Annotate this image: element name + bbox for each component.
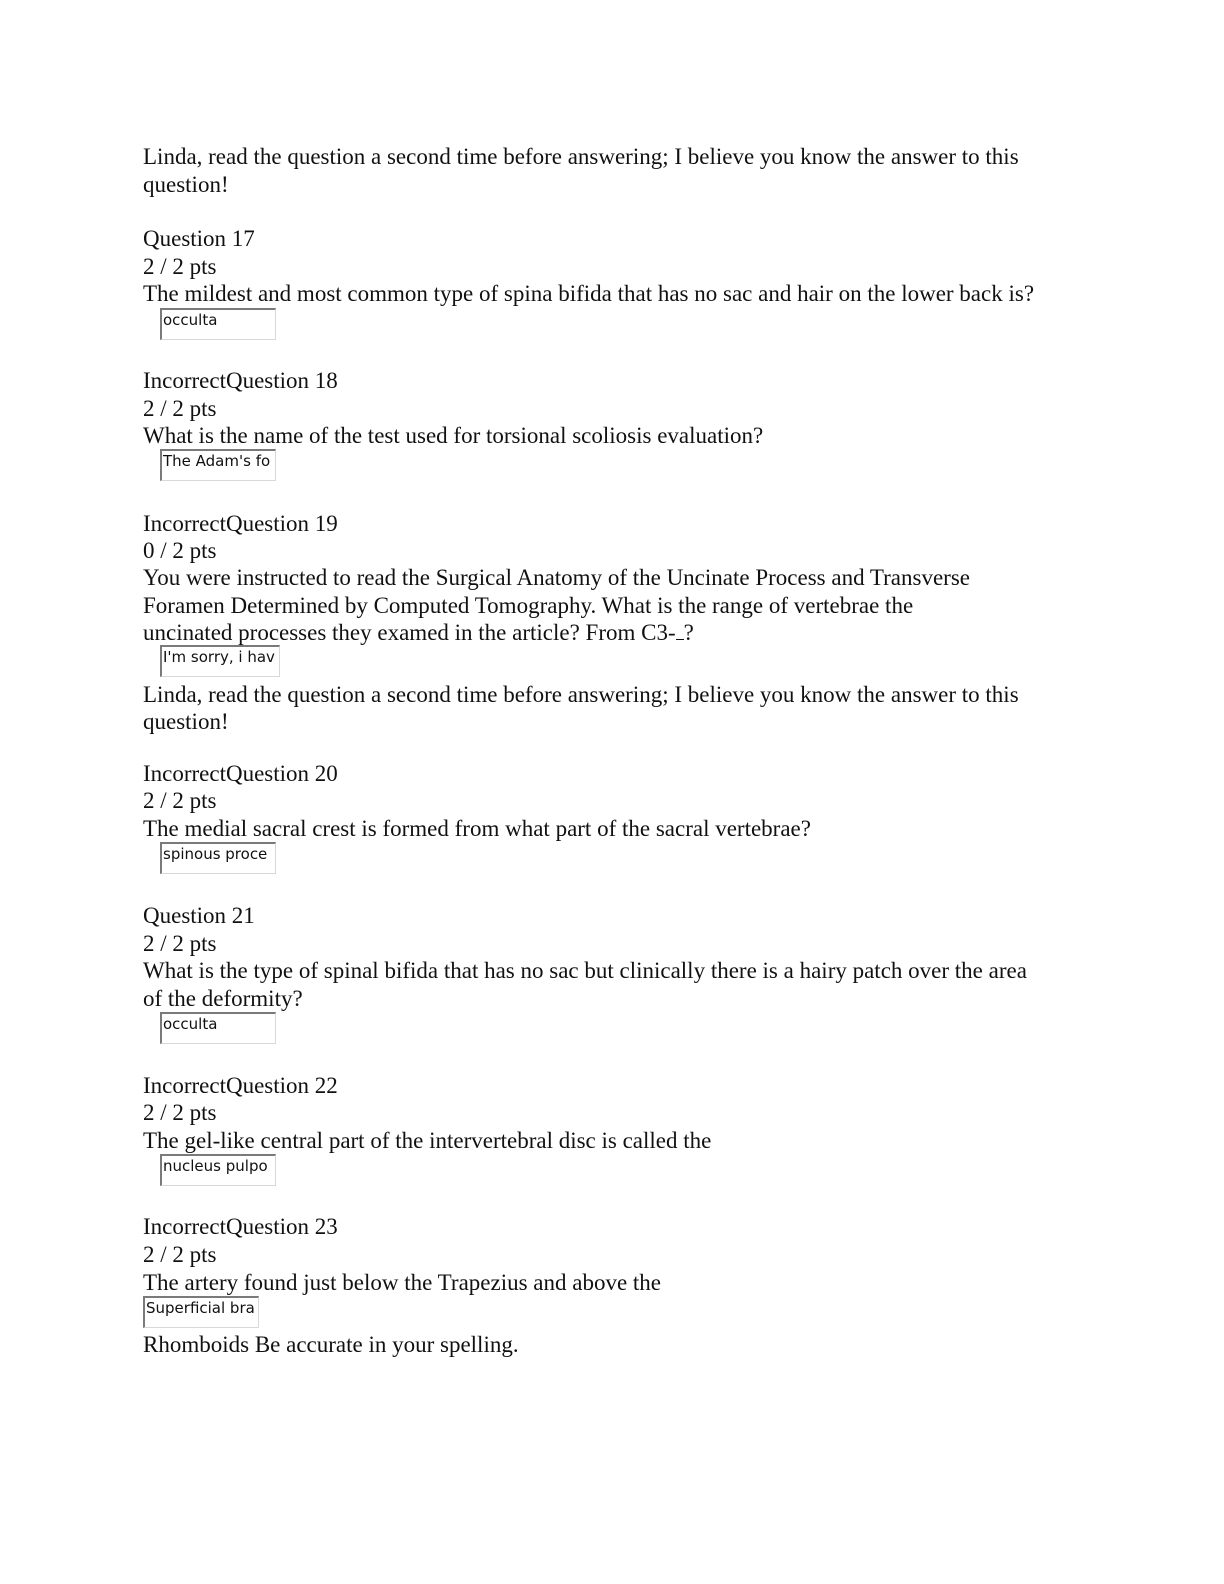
question-22-header: IncorrectQuestion 22: [143, 1073, 338, 1098]
question-20-text: The medial sacral crest is formed from what part of the sacral vertebrae?: [143, 816, 811, 841]
intro-feedback-line-1: Linda, read the question a second time before answering; I believe you know the answer to this: [143, 144, 1019, 169]
question-21-text-line-1: What is the type of spinal bifida that has no sac but clinically there is a hairy patch over the area: [143, 958, 1027, 983]
intro-feedback-line-2: question!: [143, 172, 229, 197]
question-22-answer-field[interactable]: nucleus pulpo: [160, 1154, 276, 1186]
question-21-answer-field[interactable]: occulta: [160, 1012, 276, 1044]
question-17-text: The mildest and most common type of spina bifida that has no sac and hair on the lower back is?: [143, 281, 1035, 306]
question-23-answer-field[interactable]: Superficial bra: [143, 1296, 259, 1328]
question-20-answer-field[interactable]: spinous proce: [160, 842, 276, 874]
question-21-points: 2 / 2 pts: [143, 931, 217, 956]
question-19-text-line-2: Foramen Determined by Computed Tomography. What is the range of vertebrae the: [143, 593, 914, 618]
question-19-header: IncorrectQuestion 19: [143, 511, 338, 536]
question-19-answer-field[interactable]: I'm sorry, i hav: [160, 645, 280, 677]
question-17-points: 2 / 2 pts: [143, 254, 217, 279]
question-19-text-line-1: You were instructed to read the Surgical Anatomy of the Uncinate Process and Transverse: [143, 565, 970, 590]
question-22-points: 2 / 2 pts: [143, 1100, 217, 1125]
question-20-points: 2 / 2 pts: [143, 788, 217, 813]
question-18-header: IncorrectQuestion 18: [143, 368, 338, 393]
question-19-points: 0 / 2 pts: [143, 538, 217, 563]
question-23-header: IncorrectQuestion 23: [143, 1214, 338, 1239]
question-19-feedback-line-2: question!: [143, 709, 229, 734]
question-17-answer-field[interactable]: occulta: [160, 308, 276, 340]
question-19-text-line-3-main: uncinated processes they examed in the article? From C3-: [143, 620, 676, 645]
question-21-header: Question 21: [143, 903, 255, 928]
question-19-feedback-line-1: Linda, read the question a second time before answering; I believe you know the answer to this: [143, 682, 1019, 707]
question-23-points: 2 / 2 pts: [143, 1242, 217, 1267]
question-19-text-line-3: [143, 619, 694, 647]
question-23-after-text: Rhomboids Be accurate in your spelling.: [143, 1332, 519, 1357]
question-21-text-line-2: of the deformity?: [143, 986, 303, 1011]
question-18-answer-field[interactable]: The Adam's fo: [160, 449, 276, 481]
question-19-text-tail: ?: [683, 620, 694, 645]
question-18-points: 2 / 2 pts: [143, 396, 217, 421]
question-22-text: The gel-like central part of the intervertebral disc is called the: [143, 1128, 712, 1153]
question-20-header: IncorrectQuestion 20: [143, 761, 338, 786]
question-19-blank: [676, 619, 684, 640]
question-18-text: What is the name of the test used for torsional scoliosis evaluation?: [143, 423, 764, 448]
question-17-header: Question 17: [143, 226, 255, 251]
question-23-text: The artery found just below the Trapezius and above the: [143, 1270, 662, 1295]
